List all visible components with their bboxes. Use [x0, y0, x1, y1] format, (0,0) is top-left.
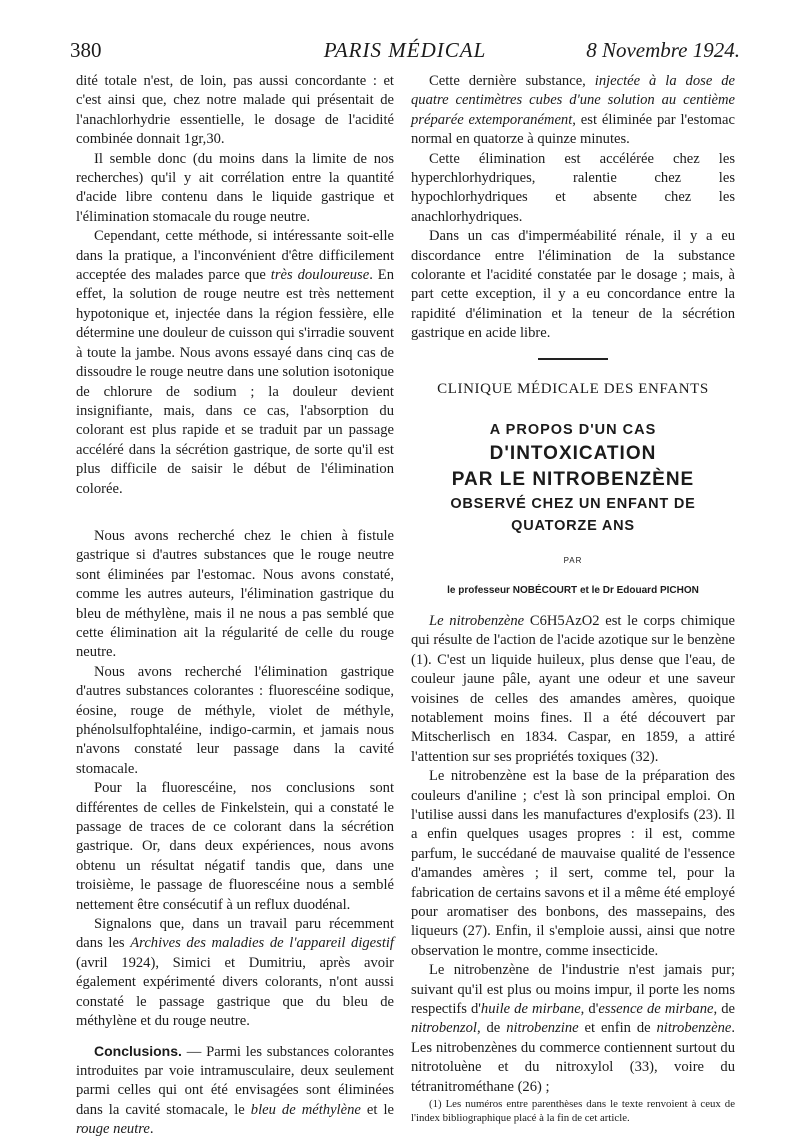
- paragraph: Cette élimination est accélérée chez les hyperchlorhydriques, ralentie chez les hypochlorhydriques et absente chez les anachlorhydriques.: [411, 150, 735, 225]
- page-number: 380: [70, 38, 102, 62]
- paragraph: Il semble donc (du moins dans la limite de nos recherches) qu'il y ait corrélation entre la quantité d'acide libre contenu dans le liquide gastrique et l'élimination stomacale du rouge neutre.: [76, 150, 394, 225]
- paragraph: Dans un cas d'imperméabilité rénale, il y a eu discordance entre l'élimination de la substance colorante et l'acidité constatée par le dosage ; mais, à part cette exception, il y a eu concordance entre la rapidité d'élimination et la teneur de la sécrétion gastrique en acide libre.: [411, 228, 735, 342]
- journal-title: PARIS MÉDICAL: [323, 38, 487, 62]
- divider: [538, 358, 608, 360]
- paragraph: Nous avons recherché l'élimination gastrique d'autres substances colorantes : fluorescéine sodique, éosine, rouge de méthyle, violet de méthyle, phénolsulfophtaléine, indigo-carmin, et jamais nous n'avons constaté leur passage dans la cavité stomacale.: [76, 663, 394, 777]
- article-subtitle: OBSERVÉ CHEZ UN ENFANT DE QUATORZE ANS: [450, 496, 696, 535]
- section-title: CLINIQUE MÉDICALE DES ENFANTS: [437, 380, 709, 397]
- article-title-line: PAR LE NITROBENZÈNE: [451, 469, 695, 491]
- paragraph: Signalons que, dans un travail paru récemment dans les Archives des maladies de l'appareil digestif (avril 1924), Simici et Dumitriu, après avoir également expérimenté divers colorants, n'ont aussi constaté le passage gastrique que du bleu de méthylène et du rouge neutre.: [76, 916, 394, 1030]
- paragraph: Le nitrobenzène de l'industrie n'est jamais pur; suivant qu'il est plus ou moins impur, il porte les noms respectifs d'huile de mirbane, d'essence de mirbane, de nitrobenzol, de nitrobenzine et enfin de nitrobenzène. Les nitrobenzènes du commerce contiennent surtout du nitrotoluène et du nitroxylol (33), voire du tétranitrométhane (26) ;: [411, 962, 735, 1095]
- issue-date: 8 Novembre 1924.: [586, 38, 740, 62]
- conclusions-paragraph: Conclusions. — Parmi les substances colorantes introduites par voie intramusculaire, deux seulement parmi celles qui ont été envisagées sont éliminées dans la cavité stomacale, le bleu de méthylène et le rouge neutre.: [76, 1042, 394, 1138]
- paragraph: Pour la fluorescéine, nos conclusions sont différentes de celles de Finkelstein, qui a constaté le passage de traces de ce colorant dans la sécrétion gastrique. Or, dans deux expériences, nous avons obtenu un résultat négatif tandis que, dans une troisième, le passage de fluorescéine nous a semblé nettement être consécutif à un reflux duodénal.: [76, 780, 394, 913]
- left-column: [76, 72, 394, 1140]
- authors: le professeur NOBÉCOURT et le Dr Edouard PICHON: [447, 584, 699, 596]
- byline-par: PAR: [563, 556, 583, 566]
- article-title-line: D'INTOXICATION: [489, 443, 657, 465]
- page-header: [70, 38, 740, 68]
- right-column: [411, 72, 735, 1125]
- article-title-line: A PROPOS D'UN CAS: [489, 422, 657, 439]
- paragraph: Nous avons recherché chez le chien à fistule gastrique si d'autres substances que le rouge neutre sont éliminées par l'estomac. Nous avons constaté, comme les autres auteurs, l'élimination gastrique du bleu de méthylène, mais il ne nous a pas semblé que cette élimination ait la régularité de celle du rouge neutre.: [76, 527, 394, 661]
- conclusions-heading: Conclusions.: [94, 1042, 182, 1059]
- paragraph: Le nitrobenzène C6H5AzO2 est le corps chimique qui résulte de l'action de l'acide azotique sur le benzène (1). C'est un liquide huileux, plus dense que l'eau, de couleur jaune pâle, ayant une odeur et une saveur voisines de celles des amandes amères, quoique notablement moins fines. Il a été découvert par Mitscherlisch en 1834. Caspar, en 1859, a attiré l'attention sur ses propriétés toxiques (32).: [411, 612, 735, 765]
- paragraph: Cette dernière substance, injectée à la dose de quatre centimètres cubes d'une solution au centième préparée extemporanément, est éliminée par l'estomac normal en quatorze à quinze minutes.: [411, 73, 736, 148]
- paragraph: Cependant, cette méthode, si intéressante soit-elle dans la pratique, a l'inconvénient d'être difficilement acceptée des malades parce que très douloureuse. En effet, la solution de rouge neutre est très nettement hypotonique et, injectée dans la région fessière, elle détermine une douleur de cuisson qui s'irradie souvent à toute la jambe. Nous avons essayé dans cinq cas de dissoudre le rouge neutre dans une solution isotonique de chlorure de sodium ; la douleur devient insignifiante, mais, dans ce cas, l'absorption du colorant est plus rapide et se traduit par un passage accéléré dans la sécrétion gastrique, de sorte qu'il est plus difficile de saisir le début de l'élimination colorée.: [76, 228, 395, 497]
- paragraph: dité totale n'est, de loin, pas aussi concordante : et c'est ainsi que, chez notre malade qui présentait de l'anachlorhydrie essentielle, le dosage de l'acidité combinée donnait 1gr,30.: [76, 73, 394, 148]
- footnote: (1) Les numéros entre parenthèses dans le texte renvoient à ceux de l'index bibliographique placé à la fin de cet article.: [411, 1098, 735, 1125]
- paragraph: Le nitrobenzène est la base de la préparation des couleurs d'aniline ; c'est là son principal emploi. On l'utilise aussi dans les manufactures d'explosifs (23). Il a enfin quelques usages propres : il est, comme parfum, le succédané de mauvaise qualité de l'essence d'amandes amères ; il sert, comme tel, pour la fabrication de certains savons et il a même été employé pour aromatiser des bonbons, des massepains, des liqueurs (27). Enfin, il s'emploie aussi, ainsi que notre observation le montre, comme insecticide.: [411, 768, 735, 959]
